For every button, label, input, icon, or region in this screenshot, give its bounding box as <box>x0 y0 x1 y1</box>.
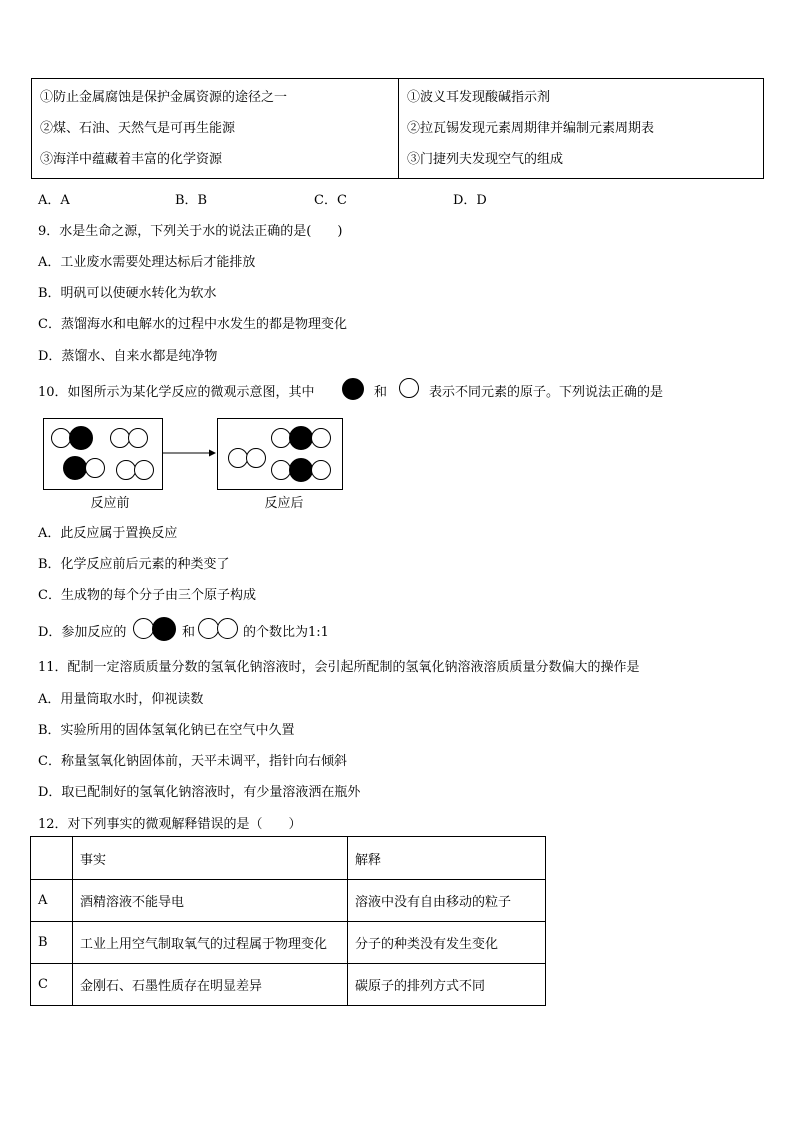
option-d-text: 和 <box>182 625 196 640</box>
option-b: B．明矾可以使硬水转化为软水 <box>38 286 217 301</box>
molecule-bb <box>228 448 264 468</box>
white-atom-icon <box>116 460 136 480</box>
table-cell: 分子的种类没有发生变化 <box>348 922 546 964</box>
black-atom-icon <box>152 617 176 641</box>
history-table <box>31 78 764 179</box>
option-d: D．蒸馏水、自来水都是纯净物 <box>38 349 218 364</box>
table-row <box>31 880 546 922</box>
black-atom-icon <box>69 426 93 450</box>
table-cell: 碳原子的排列方式不同 <box>348 964 546 1006</box>
black-atom-icon <box>289 426 313 450</box>
option-b: B．实验所用的固体氢氧化钠已在空气中久置 <box>38 723 295 738</box>
option-c: C．生成物的每个分子由三个原子构成 <box>38 588 256 603</box>
reactants-box <box>43 418 163 490</box>
stem-text: 表示不同元素的原子。下列说法正确的是 <box>429 385 664 400</box>
option-a: A．用量筒取水时，仰视读数 <box>38 692 204 707</box>
table-cell: 金刚石、石墨性质存在明显差异 <box>73 964 348 1006</box>
question-10-stem: 10．如图所示为某化学反应的微观示意图，其中 <box>38 385 315 400</box>
molecule-ab-icon <box>133 618 174 641</box>
table-cell-right <box>399 79 764 179</box>
option-a: A．工业废水需要处理达标后才能排放 <box>38 255 256 270</box>
molecule-bab <box>271 428 329 450</box>
black-atom-icon <box>63 456 87 480</box>
option-c: C．C <box>314 193 347 208</box>
question-9-stem: 9．水是生命之源，下列关于水的说法正确的是( ) <box>38 224 343 239</box>
table-cell: C <box>31 964 73 1006</box>
option-c: C．称量氢氧化钠固体前，天平未调平，指针向右倾斜 <box>38 754 347 769</box>
table-line: ②拉瓦锡发现元素周期律并编制元素周期表 <box>407 121 655 136</box>
molecule-bb <box>116 460 152 480</box>
table-row <box>31 922 546 964</box>
molecule-bb <box>110 428 146 448</box>
white-atom-icon <box>51 428 71 448</box>
option-d: D．取已配制好的氢氧化钠溶液时，有少量溶液洒在瓶外 <box>38 785 361 800</box>
table-cell: B <box>31 922 73 964</box>
table-line: ②煤、石油、天然气是可再生能源 <box>40 121 236 136</box>
table-cell: 溶液中没有自由移动的粒子 <box>348 880 546 922</box>
products-box <box>217 418 343 490</box>
white-atom-icon <box>198 618 219 639</box>
white-atom-icon <box>271 460 291 480</box>
white-atom-icon <box>271 428 291 448</box>
black-atom-icon <box>289 458 313 482</box>
option-d: D．D <box>453 193 487 208</box>
white-atom-icon <box>311 460 331 480</box>
table-line: ③门捷列夫发现空气的组成 <box>407 152 564 167</box>
white-atom-icon <box>246 448 266 468</box>
question-12-stem: 12．对下列事实的微观解释错误的是（ ） <box>38 817 302 832</box>
table-cell: 工业上用空气制取氧气的过程属于物理变化 <box>73 922 348 964</box>
question-11-stem: 11．配制一定溶质质量分数的氢氧化钠溶液时，会引起所配制的氢氧化钠溶液溶质质量分数偏大的操作是 <box>38 660 640 675</box>
white-atom-icon <box>110 428 130 448</box>
table-header-explanation: 解释 <box>348 837 546 880</box>
molecule-bb-icon <box>198 618 236 639</box>
white-atom-icon <box>228 448 248 468</box>
option-a: A．A <box>38 193 70 208</box>
caption-before: 反应前 <box>90 496 130 511</box>
white-atom-icon <box>134 460 154 480</box>
table-cell: A <box>31 880 73 922</box>
table-cell <box>31 837 73 880</box>
caption-after: 反应后 <box>264 496 304 511</box>
white-atom-icon <box>217 618 238 639</box>
table-line: ①防止金属腐蚀是保护金属资源的途径之一 <box>40 90 288 105</box>
reaction-arrow-icon <box>163 447 218 459</box>
white-atom-icon <box>311 428 331 448</box>
option-a: A．此反应属于置换反应 <box>38 526 178 541</box>
molecule-ab <box>51 428 91 450</box>
white-atom-icon <box>128 428 148 448</box>
black-atom-icon <box>342 378 364 400</box>
table-row <box>31 964 546 1006</box>
molecule-bab <box>271 460 329 482</box>
table-cell: 酒精溶液不能导电 <box>73 880 348 922</box>
table-line: ①波义耳发现酸碱指示剂 <box>407 90 551 105</box>
white-atom-icon <box>133 618 154 639</box>
molecule-ab <box>63 458 103 480</box>
option-d-text: 的个数比为1:1 <box>243 625 329 640</box>
option-c: C．蒸馏海水和电解水的过程中水发生的都是物理变化 <box>38 317 347 332</box>
table-header-row <box>31 837 546 880</box>
stem-text: 和 <box>374 385 388 400</box>
white-atom-icon <box>85 458 105 478</box>
white-atom-icon <box>399 378 419 398</box>
table-line: ③海洋中蕴藏着丰富的化学资源 <box>40 152 223 167</box>
option-b: B．B <box>175 193 208 208</box>
option-d: D．参加反应的 <box>38 625 127 640</box>
option-b: B．化学反应前后元素的种类变了 <box>38 557 230 572</box>
table-header-fact: 事实 <box>73 837 348 880</box>
table-cell-left <box>32 79 399 179</box>
facts-table <box>30 836 546 1006</box>
